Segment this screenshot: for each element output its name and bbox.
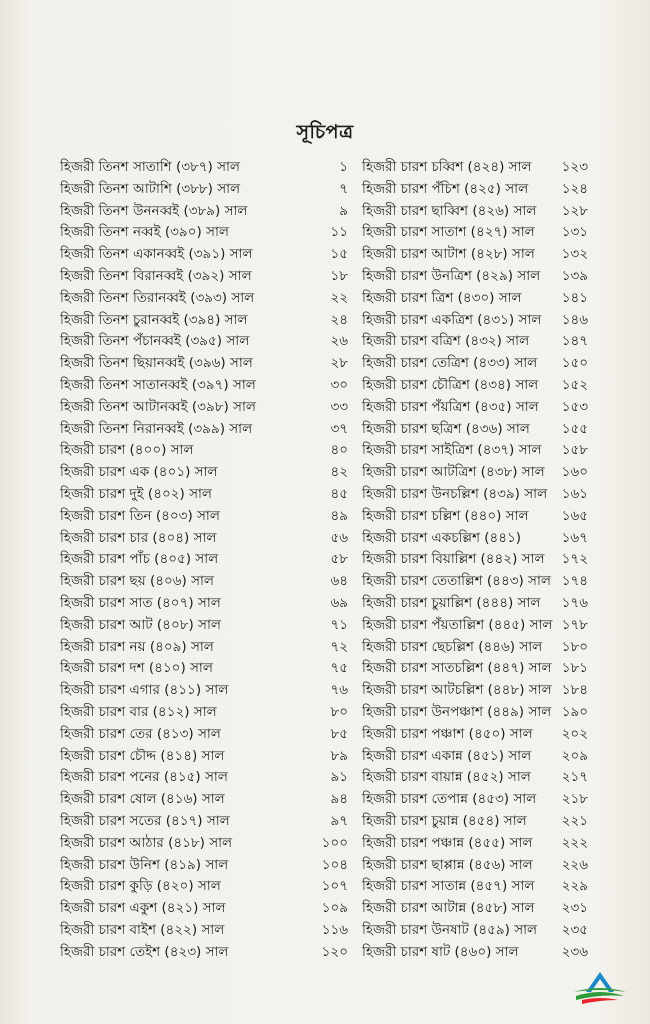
toc-entry-title: হিজরী চারশ আটচল্লিশ (৪৪৮) সাল xyxy=(362,682,552,699)
toc-entry xyxy=(362,222,588,244)
toc-entry-page-number: ১১৬ xyxy=(321,922,348,938)
toc-entry-title: হিজরী চারশ আটাশ (৪২৮) সাল xyxy=(362,246,535,263)
toc-entry-title: হিজরী চারশ ছত্রিশ (৪৩৬) সাল xyxy=(362,420,530,437)
toc-entry-title: হিজরী চারশ সাতান্ন (৪৫৭) সাল xyxy=(362,878,535,895)
toc-entry xyxy=(60,484,348,506)
toc-entry-page-number: ৪৫ xyxy=(330,486,348,502)
toc-entry-title: হিজরী চারশ একুশ (৪২১) সাল xyxy=(60,900,226,917)
toc-entry-title: হিজরী চারশ সাত (৪০৭) সাল xyxy=(60,595,221,611)
toc-entry-page-number: ১০০ xyxy=(321,834,348,851)
toc-entry xyxy=(362,353,588,375)
toc-entry xyxy=(60,855,348,877)
toc-entry xyxy=(60,680,348,702)
toc-entry-page-number: ১৬১ xyxy=(561,486,588,502)
toc-entry-title: হিজরী তিনশ বিরানব্বই (৩৯২) সাল xyxy=(60,268,252,284)
toc-entry xyxy=(60,724,348,746)
toc-entry-title: হিজরী চারশ তেপান্ন (৪৫৩) সাল xyxy=(362,791,537,808)
toc-entry xyxy=(60,876,348,898)
toc-entry xyxy=(60,266,348,288)
toc-entry-page-number: ৮০ xyxy=(330,704,348,720)
toc-entry-title: হিজরী চারশ পঁচিশ (৪২৫) সাল xyxy=(362,180,529,197)
toc-entry-page-number: ২৩১ xyxy=(561,900,588,917)
toc-entry-title: হিজরী চারশ ছাপ্পান্ন (৪৫৬) সাল xyxy=(362,856,533,873)
toc-entry-title: হিজরী চারশ সতের (৪১৭) সাল xyxy=(60,813,230,829)
toc-entry xyxy=(362,201,588,223)
toc-entry-page-number: ২২ xyxy=(330,289,348,306)
toc-entry xyxy=(60,440,348,462)
toc-entry-page-number: ১৭৮ xyxy=(561,616,588,633)
toc-entry-page-number: ২১৭ xyxy=(561,769,588,786)
toc-entry xyxy=(60,637,348,659)
toc-entry xyxy=(362,506,588,528)
toc-entry xyxy=(362,658,588,680)
toc-entry xyxy=(362,920,588,942)
toc-entry-page-number: ৯ xyxy=(339,202,348,219)
toc-entry-title: হিজরী চারশ ছেচল্লিশ (৪৪৬) সাল xyxy=(362,638,543,655)
toc-entry-title: হিজরী চারশ দুই (৪০২) সাল xyxy=(60,486,212,502)
toc-entry-title: হিজরী চারশ বার (৪১২) সাল xyxy=(60,704,217,720)
toc-entry-title: হিজরী চারশ ষাট (৪৬০) সাল xyxy=(362,943,519,960)
toc-entry xyxy=(60,528,348,550)
toc-entry-page-number: ২২৬ xyxy=(561,856,588,873)
toc-entry xyxy=(60,767,348,789)
toc-entry xyxy=(60,397,348,419)
toc-entry xyxy=(60,179,348,201)
toc-entry xyxy=(60,811,348,833)
page-title: সূচিপত্র xyxy=(296,121,354,143)
toc-entry xyxy=(60,506,348,528)
toc-entry xyxy=(60,331,348,353)
toc-entry-page-number: ১৫৫ xyxy=(561,420,588,437)
toc-entry-title: হিজরী চারশ এগার (৪১১) সাল xyxy=(60,682,229,699)
toc-entry-title: হিজরী চারশ আটান্ন (৪৫৮) সাল xyxy=(362,900,535,917)
toc-entry xyxy=(362,724,588,746)
toc-entry-title: হিজরী চারশ নয় (৪০৯) সাল xyxy=(60,638,214,655)
toc-entry xyxy=(362,528,588,550)
toc-entry xyxy=(362,549,588,571)
toc-entry xyxy=(362,484,588,506)
toc-entry xyxy=(362,310,588,332)
toc-entry-page-number: ২৮ xyxy=(330,355,348,372)
toc-entry-title: হিজরী চারশ তেইশ (৪২৩) সাল xyxy=(60,943,229,960)
toc-entry-page-number: ১১ xyxy=(330,224,348,241)
toc-entry-page-number: ১৫৩ xyxy=(561,398,588,415)
toc-entry-page-number: ১২৪ xyxy=(561,180,588,197)
toc-entry-page-number: ১২৮ xyxy=(561,202,588,219)
toc-entry xyxy=(362,179,588,201)
toc-entry xyxy=(60,898,348,920)
toc-entry xyxy=(362,593,588,615)
toc-entry xyxy=(362,942,588,964)
toc-entry xyxy=(60,353,348,375)
toc-entry-page-number: ২১৮ xyxy=(561,791,588,808)
toc-entry-page-number: ৬৯ xyxy=(330,595,348,611)
toc-entry-page-number: ১৭৬ xyxy=(561,595,588,611)
toc-entry xyxy=(362,157,588,179)
toc-entry-page-number: ৮৫ xyxy=(330,725,348,742)
toc-entry xyxy=(60,658,348,680)
toc-entry-title: হিজরী চারশ চল্লিশ (৪৪০) সাল xyxy=(362,507,529,524)
toc-entry-page-number: ৭৫ xyxy=(330,660,348,677)
toc-entry-title: হিজরী চারশ উনত্রিশ (৪২৯) সাল xyxy=(362,268,541,284)
toc-entry-title: হিজরী চারশ চুয়াল্লিশ (৪৪৪) সাল xyxy=(362,595,541,611)
toc-entry xyxy=(362,767,588,789)
toc-entry-page-number: ৯১ xyxy=(330,769,348,786)
toc-entry xyxy=(60,222,348,244)
toc-entry-page-number: ৭৬ xyxy=(330,682,348,699)
toc-entry xyxy=(362,637,588,659)
toc-entry-title: হিজরী তিনশ সাতাশি (৩৮৭) সাল xyxy=(60,159,240,175)
toc-entry-page-number: ৪০ xyxy=(330,442,348,459)
toc-entry-page-number: ৭২ xyxy=(330,638,348,655)
toc-entry-page-number: ১৯০ xyxy=(561,704,588,720)
toc-entry xyxy=(362,462,588,484)
toc-entry-title: হিজরী চারশ ছাব্বিশ (৪২৬) সাল xyxy=(362,202,537,219)
toc-entry-page-number: ৯৭ xyxy=(330,813,348,829)
toc-entry-page-number: ২০২ xyxy=(561,725,588,742)
toc-entry xyxy=(362,746,588,768)
toc-entry xyxy=(60,789,348,811)
toc-entry-title: হিজরী চারশ বাইশ (৪২২) সাল xyxy=(60,922,225,938)
toc-entry-page-number: ৯৪ xyxy=(330,791,348,808)
toc-entry-page-number: ১৪১ xyxy=(561,289,588,306)
toc-entry-page-number: ১৭২ xyxy=(561,551,588,568)
toc-entry-title: হিজরী তিনশ সাতানব্বই (৩৯৭) সাল xyxy=(60,377,256,393)
toc-entry-page-number: ৭১ xyxy=(330,616,348,633)
toc-entry xyxy=(60,593,348,615)
toc-entry xyxy=(362,331,588,353)
toc-entry-page-number: ৫৮ xyxy=(330,551,348,568)
toc-entry-page-number: ৬৪ xyxy=(330,573,348,590)
toc-entry-title: হিজরী তিনশ চুরানব্বই (৩৯৪) সাল xyxy=(60,311,248,328)
toc-entry-page-number: ১৮০ xyxy=(561,638,588,655)
toc-entry xyxy=(60,375,348,397)
toc-entry-title: হিজরী চারশ উনপঞ্চাশ (৪৪৯) সাল xyxy=(362,704,552,720)
toc-entry-title: হিজরী চারশ পঁয়ত্রিশ (৪৩৫) সাল xyxy=(362,398,539,415)
toc-entry-page-number: ১০৯ xyxy=(321,900,348,917)
toc-entry xyxy=(60,942,348,964)
toc-entry-title: হিজরী চারশ আট (৪০৮) সাল xyxy=(60,616,221,633)
toc-entry xyxy=(362,855,588,877)
toc-entry xyxy=(60,310,348,332)
toc-entry-title: হিজরী চারশ একত্রিশ (৪৩১) সাল xyxy=(362,311,542,328)
toc-entry-page-number: ১২০ xyxy=(321,943,348,960)
toc-entry-title: হিজরী তিনশ ছিয়ানব্বই (৩৯৬) সাল xyxy=(60,355,253,372)
toc-entry-page-number: ১৪৬ xyxy=(561,311,588,328)
toc-entry xyxy=(362,266,588,288)
toc-entry-title: হিজরী চারশ বায়ান্ন (৪৫২) সাল xyxy=(362,769,531,786)
toc-entry-title: হিজরী চারশ চব্বিশ (৪২৪) সাল xyxy=(362,159,532,175)
toc-entry-page-number: ৮৯ xyxy=(330,747,348,764)
toc-entry xyxy=(362,244,588,266)
toc-entry xyxy=(362,680,588,702)
toc-entry-page-number: ১৫০ xyxy=(561,355,588,372)
toc-entry xyxy=(60,615,348,637)
toc-entry xyxy=(60,157,348,179)
toc-entry-title: হিজরী চারশ বত্রিশ (৪৩২) সাল xyxy=(362,333,530,350)
toc-entry-title: হিজরী চারশ উনষাট (৪৫৯) সাল xyxy=(362,922,538,938)
toc-entry-title: হিজরী চারশ বিয়াল্লিশ (৪৪২) সাল xyxy=(362,551,545,568)
toc-entry-page-number: ১৭৪ xyxy=(561,573,588,590)
toc-entry-page-number: ১০৪ xyxy=(321,856,348,873)
toc-entry xyxy=(60,746,348,768)
toc-entry-page-number: ২৩৬ xyxy=(561,943,588,960)
toc-entry xyxy=(60,702,348,724)
toc-entry-page-number: ১৮ xyxy=(330,268,348,284)
toc-entry-page-number: ২২৯ xyxy=(561,878,588,895)
toc-entry-page-number: ১ xyxy=(339,159,348,175)
toc-entry-title: হিজরী চারশ ছয় (৪০৬) সাল xyxy=(60,573,214,590)
toc-entry-title: হিজরী চারশ এক (৪০১) সাল xyxy=(60,464,218,481)
toc-entry xyxy=(60,571,348,593)
toc-entry-title: হিজরী চারশ একচল্লিশ (৪৪১) xyxy=(362,529,522,546)
toc-entry xyxy=(362,615,588,637)
toc-entry-title: হিজরী চারশ চৌদ্দ (৪১৪) সাল xyxy=(60,747,225,764)
toc-entry-title: হিজরী চারশ চার (৪০৪) সাল xyxy=(60,529,217,546)
toc-entry-title: হিজরী চারশ তেতাল্লিশ (৪৪৩) সাল xyxy=(362,573,551,590)
toc-entry xyxy=(362,789,588,811)
toc-entry xyxy=(362,702,588,724)
toc-entry-page-number: ৩৩ xyxy=(330,398,348,415)
toc-entry-page-number: ৩০ xyxy=(330,377,348,393)
toc-entry-title: হিজরী চারশ আটত্রিশ (৪৩৮) সাল xyxy=(362,464,545,481)
toc-entry xyxy=(362,898,588,920)
publisher-logo-icon xyxy=(572,970,628,1006)
toc-entry-page-number: ১৫২ xyxy=(561,377,588,393)
toc-entry-page-number: ১৩২ xyxy=(561,246,588,263)
toc-entry-page-number: ১৪৭ xyxy=(561,333,588,350)
toc-entry-title: হিজরী তিনশ পঁচানব্বই (৩৯৫) সাল xyxy=(60,333,250,350)
toc-entry xyxy=(60,288,348,310)
toc-entry-title: হিজরী তিনশ নব্বই (৩৯০) সাল xyxy=(60,224,229,241)
toc-entry-page-number: ২০৯ xyxy=(561,747,588,764)
toc-entry-page-number: ২২২ xyxy=(561,834,588,851)
toc-entry-title: হিজরী তিনশ তিরানব্বই (৩৯৩) সাল xyxy=(60,289,255,306)
toc-entry-title: হিজরী তিনশ উননব্বই (৩৮৯) সাল xyxy=(60,202,248,219)
toc-entry-page-number: ১৩৯ xyxy=(561,268,588,284)
toc-entry-title: হিজরী চারশ পাঁচ (৪০৫) সাল xyxy=(60,551,219,568)
toc-entry-page-number: ১৬৫ xyxy=(561,507,588,524)
toc-entry-title: হিজরী চারশ চৌত্রিশ (৪৩৪) সাল xyxy=(362,377,539,393)
toc-entry xyxy=(60,462,348,484)
toc-entry-title: হিজরী চারশ পঞ্চাশ (৪৫০) সাল xyxy=(362,725,533,742)
toc-entry-title: হিজরী চারশ ত্রিশ (৪৩০) সাল xyxy=(362,289,522,306)
toc-entry-page-number: ৪৯ xyxy=(330,507,348,524)
toc-entry-title: হিজরী চারশ একান্ন (৪৫১) সাল xyxy=(362,747,532,764)
toc-entry xyxy=(60,920,348,942)
toc-entry-title: হিজরী চারশ উনিশ (৪১৯) সাল xyxy=(60,856,229,873)
toc-entry-page-number: ১৫ xyxy=(330,246,348,263)
toc-entry-title: হিজরী চারশ কুড়ি (৪২০) সাল xyxy=(60,878,221,895)
toc-entry xyxy=(362,811,588,833)
toc-entry-title: হিজরী চারশ সাতাশ (৪২৭) সাল xyxy=(362,224,535,241)
toc-entry-page-number: ৪২ xyxy=(330,464,348,481)
toc-entry-page-number: ২৬ xyxy=(330,333,348,350)
toc-entry-title: হিজরী তিনশ নিরানব্বই (৩৯৯) সাল xyxy=(60,420,253,437)
toc-entry xyxy=(60,549,348,571)
toc-entry-title: হিজরী তিনশ একানব্বই (৩৯১) সাল xyxy=(60,246,253,263)
toc-entry-page-number: ১০৭ xyxy=(321,878,348,895)
toc-entry xyxy=(362,440,588,462)
toc-entry-page-number: ২৪ xyxy=(330,311,348,328)
toc-entry-page-number: ১৬৭ xyxy=(561,529,588,546)
toc-entry xyxy=(60,244,348,266)
toc-entry-title: হিজরী চারশ সাইত্রিশ (৪৩৭) সাল xyxy=(362,442,542,459)
toc-entry-page-number: ৫৬ xyxy=(330,529,348,546)
toc-entry-title: হিজরী চারশ তিন (৪০৩) সাল xyxy=(60,507,220,524)
toc-entry-title: হিজরী চারশ পনের (৪১৫) সাল xyxy=(60,769,228,786)
toc-entry-title: হিজরী চারশ দশ (৪১০) সাল xyxy=(60,660,213,677)
toc-entry-title: হিজরী তিনশ আটানব্বই (৩৯৮) সাল xyxy=(60,398,256,415)
toc-entry-page-number: ১৫৮ xyxy=(561,442,588,459)
toc-entry-title: হিজরী চারশ তের (৪১৩) সাল xyxy=(60,725,221,742)
toc-entry-page-number: ১৩১ xyxy=(561,224,588,241)
toc-entry-title: হিজরী চারশ চুয়ান্ন (৪৫৪) সাল xyxy=(362,813,527,829)
toc-entry xyxy=(60,419,348,441)
toc-entry xyxy=(362,571,588,593)
toc-entry-title: হিজরী চারশ তেত্রিশ (৪৩৩) সাল xyxy=(362,355,538,372)
toc-entry-page-number: ২২১ xyxy=(561,813,588,829)
toc-entry-page-number: ১৮৪ xyxy=(561,682,588,699)
toc-entry-page-number: ৭ xyxy=(339,180,348,197)
toc-entry-title: হিজরী চারশ পঞ্চান্ন (৪৫৫) সাল xyxy=(362,834,533,851)
toc-entry xyxy=(362,288,588,310)
toc-entry-title: হিজরী চারশ সাতচল্লিশ (৪৪৭) সাল xyxy=(362,660,552,677)
toc-entry xyxy=(362,419,588,441)
toc-entry xyxy=(362,876,588,898)
toc-entry-page-number: ১৮১ xyxy=(561,660,588,677)
toc-entry-title: হিজরী তিনশ আটাশি (৩৮৮) সাল xyxy=(60,180,241,197)
toc-entry xyxy=(362,375,588,397)
toc-entry-page-number: ৩৭ xyxy=(330,420,348,437)
toc-entry-page-number: ১৬০ xyxy=(561,464,588,481)
toc-entry xyxy=(60,201,348,223)
toc-entry xyxy=(362,397,588,419)
toc-entry-title: হিজরী চারশ আঠার (৪১৮) সাল xyxy=(60,834,233,851)
toc-entry xyxy=(362,833,588,855)
toc-entry xyxy=(60,833,348,855)
toc-entry-title: হিজরী চারশ (৪০০) সাল xyxy=(60,442,194,459)
toc-entry-title: হিজরী চারশ ষোল (৪১৬) সাল xyxy=(60,791,225,808)
toc-entry-title: হিজরী চারশ পঁয়তাল্লিশ (৪৪৫) সাল xyxy=(362,616,553,633)
toc-entry-page-number: ১২৩ xyxy=(561,159,588,175)
toc-entry-title: হিজরী চারশ উনচল্লিশ (৪৩৯) সাল xyxy=(362,486,548,502)
toc-entry-page-number: ২৩৫ xyxy=(561,922,588,938)
